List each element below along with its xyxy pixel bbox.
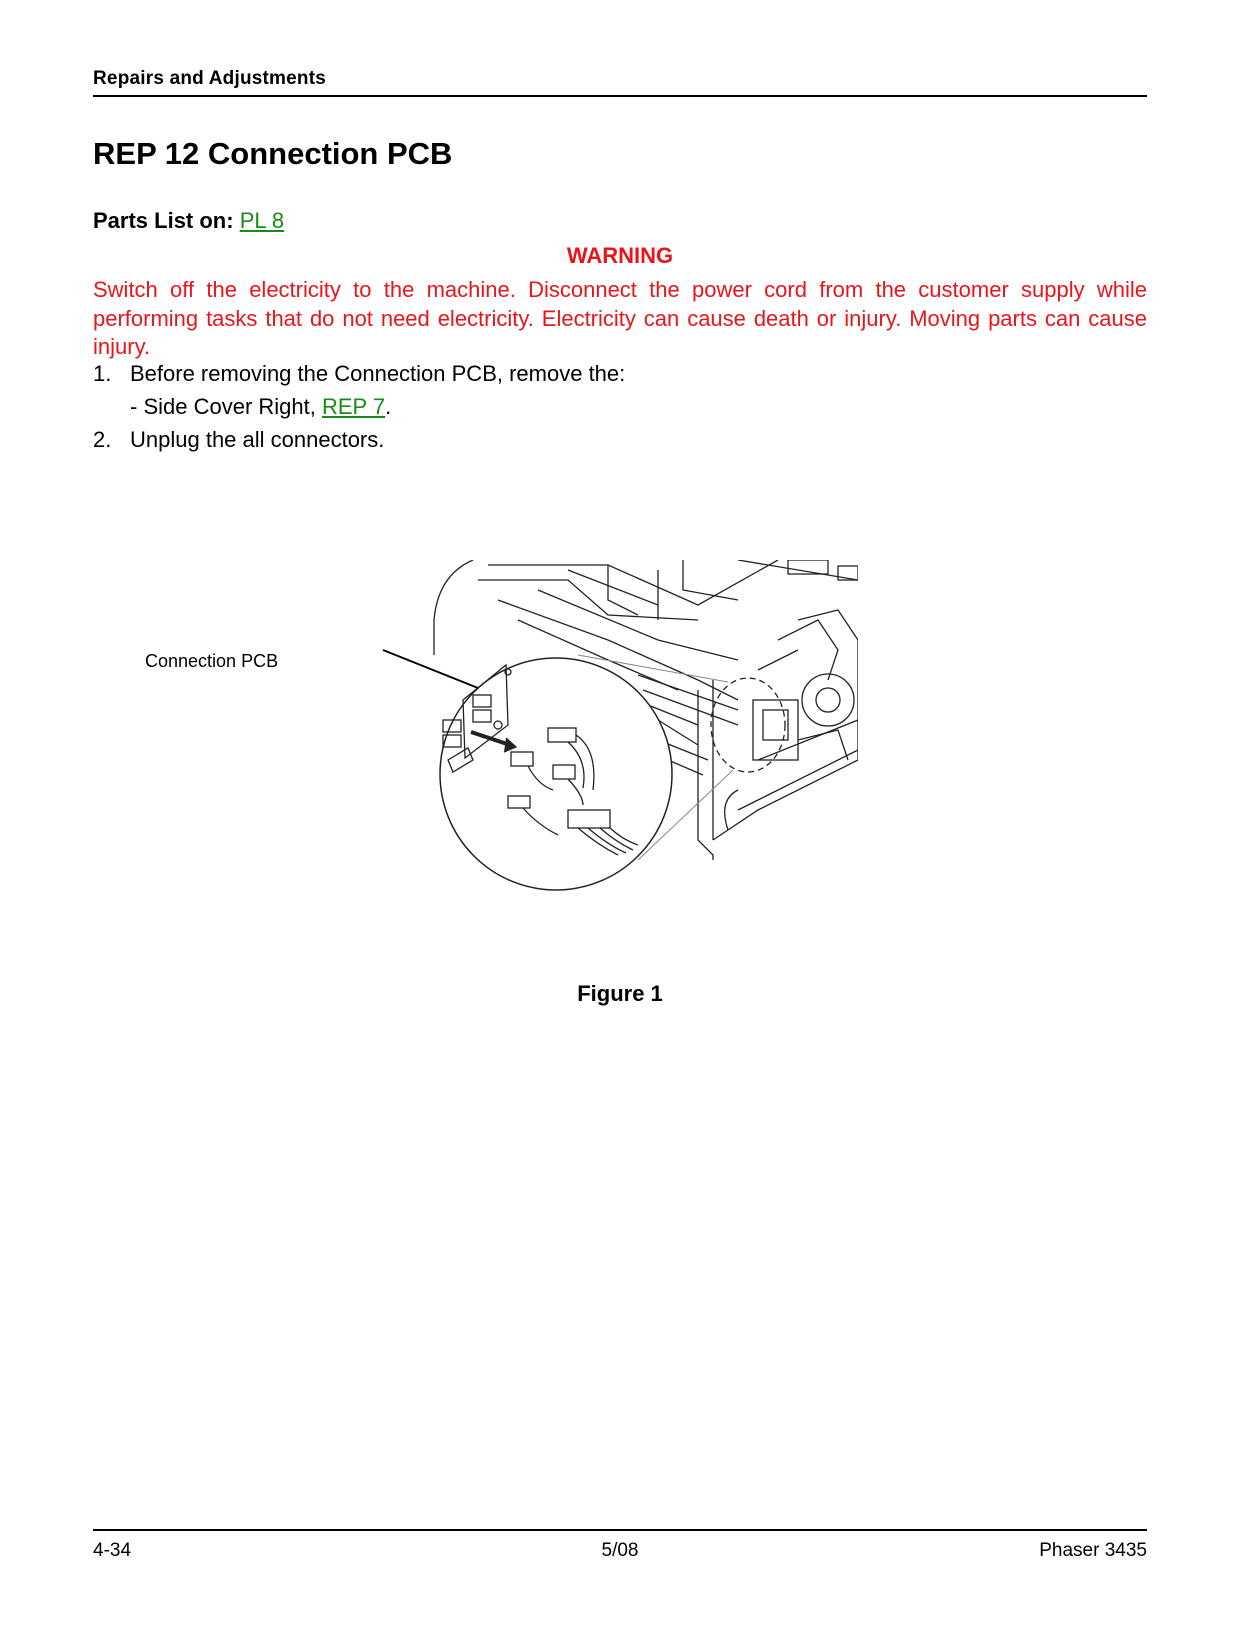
warning-title: WARNING — [566, 243, 674, 268]
footer-rule — [93, 1529, 1147, 1531]
parts-list-line — [93, 210, 284, 232]
footer-page-number: 4-34 — [93, 1540, 132, 1561]
parts-list-link[interactable]: PL 8 — [239, 208, 285, 233]
footer-product: Phaser 3435 — [1039, 1540, 1147, 1561]
connection-pcb-figure — [138, 560, 858, 920]
rep-7-link[interactable]: REP 7 — [321, 394, 386, 419]
figure-caption: Figure 1 — [577, 981, 663, 1006]
step-1 — [93, 363, 625, 385]
step-2 — [93, 429, 384, 451]
step-number: 1. — [93, 361, 112, 386]
figure-callout-label: Connection PCB — [145, 651, 279, 671]
step-text: Before removing the Connection PCB, remove the: — [130, 361, 626, 386]
running-header: Repairs and Adjustments — [93, 68, 326, 89]
sub-item-prefix: - Side Cover Right, — [130, 394, 322, 419]
step-text: Unplug the all connectors. — [130, 427, 385, 452]
sub-item-suffix: . — [385, 394, 392, 419]
footer-date: 5/08 — [601, 1540, 639, 1561]
document-page — [93, 0, 1147, 1650]
page-title: REP 12 Connection PCB — [93, 136, 453, 171]
step-1-sub-item — [130, 396, 391, 418]
printer-illustration — [138, 560, 858, 920]
warning-text: Switch off the electricity to the machine. Disconnect the power cord from the customer supply while performing tasks that do not need electricity. Electricity can cause death or injury. Moving parts can cause injury. — [93, 277, 1147, 359]
header-rule — [93, 95, 1147, 97]
step-number: 2. — [93, 427, 112, 452]
parts-list-label: Parts List on: — [93, 208, 234, 233]
